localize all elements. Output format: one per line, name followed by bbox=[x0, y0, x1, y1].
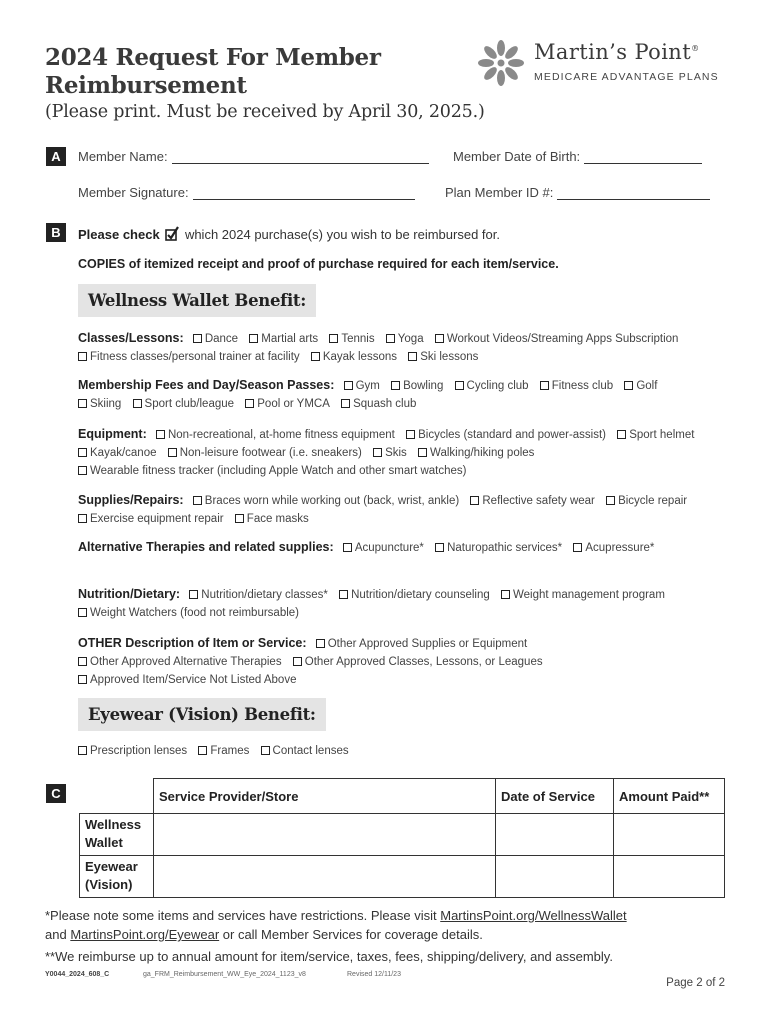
title-line-1: 2024 Request For Member bbox=[45, 44, 381, 71]
checkbox-box[interactable] bbox=[540, 381, 549, 390]
option-label: Kayak lessons bbox=[322, 351, 397, 363]
row-label-line: Wellness bbox=[85, 817, 142, 832]
checkbox-other-therapies[interactable] bbox=[78, 653, 282, 671]
checkbox-footwear[interactable] bbox=[168, 444, 362, 462]
option-label: Golf bbox=[636, 380, 658, 392]
checkbox-box[interactable] bbox=[573, 543, 582, 552]
option-label: Approved Item/Service Not Listed Above bbox=[90, 674, 297, 686]
form-code: Y0044_2024_608_C bbox=[45, 971, 110, 978]
restrictions-note bbox=[45, 906, 735, 944]
option-label: Kayak/canoe bbox=[90, 447, 157, 459]
option-label: Other Approved Alternative Therapies bbox=[90, 656, 282, 668]
checkbox-nutrition-classes[interactable] bbox=[189, 586, 328, 604]
revised-date: Revised 12/11/23 bbox=[347, 971, 401, 978]
checkbox-box[interactable] bbox=[78, 675, 87, 684]
row-label-eyewear bbox=[80, 856, 154, 898]
checkbox-box[interactable] bbox=[316, 639, 325, 648]
checkbox-acupressure[interactable] bbox=[573, 539, 654, 557]
checkbox-cycling-club[interactable] bbox=[455, 377, 529, 395]
option-label: Squash club bbox=[353, 398, 417, 410]
checkbox-naturopathic[interactable] bbox=[435, 539, 562, 557]
category-alternative-therapies bbox=[78, 538, 718, 557]
option-label: Other Approved Classes, Lessons, or Leagues bbox=[304, 656, 543, 668]
member-dob-field[interactable] bbox=[453, 149, 702, 164]
page-subtitle: (Please print. Must be received by April 30, 2025.) bbox=[45, 102, 485, 122]
option-label: Acupuncture* bbox=[354, 542, 424, 554]
checkbox-sport-club[interactable] bbox=[133, 395, 235, 413]
table-row bbox=[80, 856, 725, 898]
martins-point-logo bbox=[478, 38, 728, 88]
checkbox-sport-helmet[interactable] bbox=[617, 426, 694, 444]
table-corner bbox=[80, 779, 154, 814]
eyewear-provider-cell[interactable] bbox=[154, 856, 496, 898]
checkbox-reflective-wear[interactable] bbox=[470, 492, 595, 510]
category-title: Classes/Lessons: bbox=[78, 331, 184, 345]
checkbox-box[interactable] bbox=[78, 746, 87, 755]
checkbox-box[interactable] bbox=[455, 381, 464, 390]
option-label: Bicycles (standard and power-assist) bbox=[418, 429, 607, 441]
option-label: Tennis bbox=[341, 333, 375, 345]
checkbox-box[interactable] bbox=[386, 334, 395, 343]
checkbox-box[interactable] bbox=[198, 746, 207, 755]
checkbox-box[interactable] bbox=[624, 381, 633, 390]
checkbox-nutrition-counseling[interactable] bbox=[339, 586, 490, 604]
checkbox-box[interactable] bbox=[343, 543, 352, 552]
option-label: Sport club/league bbox=[144, 398, 235, 410]
checkbox-not-listed[interactable] bbox=[78, 671, 296, 689]
checkbox-box[interactable] bbox=[245, 399, 254, 408]
option-label: Braces worn while working out (back, wrist, ankle) bbox=[204, 495, 460, 507]
col-amount-paid: Amount Paid** bbox=[614, 779, 725, 814]
checkbox-skiing[interactable] bbox=[78, 395, 121, 413]
logo-tagline: MEDICARE ADVANTAGE PLANS bbox=[534, 71, 719, 83]
option-label: Wearable fitness tracker (including Apple Watch and other smart watches) bbox=[90, 465, 467, 477]
checkbox-box[interactable] bbox=[78, 466, 87, 475]
checkbox-other-supplies[interactable] bbox=[316, 635, 527, 653]
check-instruction-rest: which 2024 purchase(s) you wish to be reimbursed for. bbox=[184, 227, 500, 242]
option-label: Skiing bbox=[90, 398, 122, 410]
plan-member-id-label: Plan Member ID #: bbox=[445, 185, 554, 200]
checkbox-box[interactable] bbox=[193, 334, 202, 343]
checkbox-box[interactable] bbox=[501, 590, 510, 599]
checkbox-box[interactable] bbox=[261, 746, 270, 755]
member-name-line[interactable] bbox=[172, 151, 429, 164]
copies-note: COPIES of itemized receipt and proof of purchase required for each item/service. bbox=[78, 257, 559, 271]
checkbox-box[interactable] bbox=[249, 334, 258, 343]
category-eyewear bbox=[78, 742, 718, 760]
category-membership-fees bbox=[78, 376, 718, 413]
member-name-field[interactable] bbox=[78, 149, 429, 164]
row-label-line: Wallet bbox=[85, 835, 123, 850]
wellness-wallet-link[interactable]: MartinsPoint.org/WellnessWallet bbox=[440, 908, 627, 923]
option-label: Reflective safety wear bbox=[482, 495, 595, 507]
checkbox-box[interactable] bbox=[418, 448, 427, 457]
checkbox-pool-ymca[interactable] bbox=[245, 395, 330, 413]
reimbursement-note: **We reimburse up to annual amount for item/service, taxes, fees, shipping/delivery, and assembly. bbox=[45, 949, 613, 964]
title-line-2: Reimbursement bbox=[45, 72, 247, 99]
checkbox-box[interactable] bbox=[293, 657, 302, 666]
option-label: Dance bbox=[204, 333, 239, 345]
wellness-amount-cell[interactable] bbox=[614, 814, 725, 856]
checkbox-equipment-repair[interactable] bbox=[78, 510, 224, 528]
checkbox-box[interactable] bbox=[78, 657, 87, 666]
checkbox-weight-management[interactable] bbox=[501, 586, 665, 604]
checkbox-box[interactable] bbox=[391, 381, 400, 390]
checkbox-skis[interactable] bbox=[373, 444, 407, 462]
checkbox-box[interactable] bbox=[408, 352, 417, 361]
checkbox-frames[interactable] bbox=[198, 742, 249, 760]
category-supplies-repairs bbox=[78, 491, 718, 528]
checkbox-box[interactable] bbox=[156, 430, 165, 439]
option-label: Exercise equipment repair bbox=[90, 513, 224, 525]
wellness-wallet-heading: Wellness Wallet Benefit: bbox=[78, 284, 316, 317]
table-header-row bbox=[80, 779, 725, 814]
checkbox-box[interactable] bbox=[435, 543, 444, 552]
option-label: Nutrition/dietary classes* bbox=[201, 589, 328, 601]
checkbox-fitness-club[interactable] bbox=[540, 377, 613, 395]
member-name-label: Member Name: bbox=[78, 149, 168, 164]
checkbox-bowling[interactable] bbox=[391, 377, 443, 395]
checkbox-ski-lessons[interactable] bbox=[408, 348, 478, 366]
page-title bbox=[45, 44, 445, 100]
checkbox-gym[interactable] bbox=[344, 377, 380, 395]
checkbox-walking-poles[interactable] bbox=[418, 444, 534, 462]
category-title: Membership Fees and Day/Season Passes: bbox=[78, 378, 335, 392]
checkbox-box[interactable] bbox=[373, 448, 382, 457]
option-label: Contact lenses bbox=[272, 745, 349, 757]
option-label: Non-recreational, at-home fitness equipment bbox=[167, 429, 395, 441]
checkbox-golf[interactable] bbox=[624, 377, 657, 395]
option-label: Acupressure* bbox=[585, 542, 655, 554]
logo-name bbox=[534, 40, 699, 64]
claims-table bbox=[79, 778, 725, 898]
category-equipment bbox=[78, 425, 718, 480]
logo-mark-icon bbox=[478, 40, 524, 86]
eyewear-heading: Eyewear (Vision) Benefit: bbox=[78, 698, 326, 731]
option-label: Other Approved Supplies or Equipment bbox=[327, 638, 528, 650]
checkbox-tennis[interactable] bbox=[329, 330, 374, 348]
check-instruction-bold: Please check bbox=[78, 227, 160, 242]
row-label-line: Eyewear bbox=[85, 859, 138, 874]
checkbox-squash-club[interactable] bbox=[341, 395, 416, 413]
checkbox-box[interactable] bbox=[78, 514, 87, 523]
option-label: Fitness club bbox=[551, 380, 614, 392]
category-nutrition bbox=[78, 585, 718, 622]
option-label: Nutrition/dietary counseling bbox=[351, 589, 490, 601]
checkbox-kayak-canoe[interactable] bbox=[78, 444, 157, 462]
checkbox-box[interactable] bbox=[78, 608, 87, 617]
category-classes-lessons bbox=[78, 329, 718, 366]
option-label: Workout Videos/Streaming Apps Subscription bbox=[446, 333, 679, 345]
checkbox-box[interactable] bbox=[470, 496, 479, 505]
checkbox-braces[interactable] bbox=[193, 492, 459, 510]
note1-pre: *Please note some items and services have restrictions. Please visit bbox=[45, 908, 441, 923]
checkbox-workout-videos[interactable] bbox=[435, 333, 679, 345]
page-number: Page 2 of 2 bbox=[666, 977, 725, 989]
checkbox-weight-watchers[interactable] bbox=[78, 604, 299, 622]
checkbox-fitness-tracker[interactable] bbox=[78, 462, 466, 480]
checkbox-bicycle-repair[interactable] bbox=[606, 492, 687, 510]
option-label: Fitness classes/personal trainer at facility bbox=[90, 351, 300, 363]
checkbox-prescription-lenses[interactable] bbox=[78, 742, 187, 760]
eyewear-date-cell[interactable] bbox=[496, 856, 614, 898]
category-title: Nutrition/Dietary: bbox=[78, 587, 181, 601]
checkbox-box[interactable] bbox=[235, 514, 244, 523]
wellness-provider-cell[interactable] bbox=[154, 814, 496, 856]
file-name: ga_FRM_Reimbursement_WW_Eye_2024_1123_v8 bbox=[143, 971, 306, 978]
checkbox-box[interactable] bbox=[168, 448, 177, 457]
category-title: Supplies/Repairs: bbox=[78, 493, 184, 507]
option-label: Sport helmet bbox=[629, 429, 695, 441]
checkbox-box[interactable] bbox=[329, 334, 338, 343]
checkbox-box[interactable] bbox=[406, 430, 415, 439]
checkbox-box[interactable] bbox=[617, 430, 626, 439]
checkbox-box[interactable] bbox=[344, 381, 353, 390]
wellness-date-cell[interactable] bbox=[496, 814, 614, 856]
checkbox-box[interactable] bbox=[339, 590, 348, 599]
option-label: Naturopathic services* bbox=[447, 542, 563, 554]
member-signature-line[interactable] bbox=[193, 187, 415, 200]
option-label: Pool or YMCA bbox=[257, 398, 330, 410]
checkbox-face-masks[interactable] bbox=[235, 510, 309, 528]
checkbox-box[interactable] bbox=[133, 399, 142, 408]
checkbox-contact-lenses[interactable] bbox=[261, 742, 349, 760]
logo-reg-mark: ® bbox=[691, 44, 700, 53]
checkbox-dance[interactable] bbox=[193, 330, 238, 348]
eyewear-amount-cell[interactable] bbox=[614, 856, 725, 898]
option-label: Bowling bbox=[403, 380, 444, 392]
eyewear-link[interactable]: MartinsPoint.org/Eyewear bbox=[70, 927, 220, 942]
note1-and: and bbox=[45, 927, 71, 942]
checkbox-box[interactable] bbox=[78, 399, 87, 408]
option-label: Gym bbox=[355, 380, 380, 392]
note1-post: or call Member Services for coverage details. bbox=[219, 927, 483, 942]
logo-name-text: Martin’s Point bbox=[534, 40, 692, 64]
checkbox-acupuncture[interactable] bbox=[343, 539, 424, 557]
option-label: Face masks bbox=[246, 513, 309, 525]
table-row bbox=[80, 814, 725, 856]
member-dob-line[interactable] bbox=[584, 151, 702, 164]
col-date-of-service: Date of Service bbox=[496, 779, 614, 814]
checkbox-kayak-lessons[interactable] bbox=[311, 348, 397, 366]
option-label: Walking/hiking poles bbox=[430, 447, 535, 459]
category-title: Equipment: bbox=[78, 427, 147, 441]
section-c-badge: C bbox=[46, 784, 66, 803]
checkbox-box[interactable] bbox=[606, 496, 615, 505]
checkbox-fitness-classes[interactable] bbox=[78, 348, 300, 366]
checkmark-icon bbox=[165, 226, 179, 242]
option-label: Ski lessons bbox=[420, 351, 479, 363]
checkbox-box[interactable] bbox=[341, 399, 350, 408]
section-a-badge: A bbox=[46, 147, 66, 166]
checkbox-home-fitness-equipment[interactable] bbox=[156, 426, 395, 444]
option-label: Yoga bbox=[397, 333, 424, 345]
check-instruction bbox=[78, 226, 500, 242]
plan-member-id-line[interactable] bbox=[557, 187, 710, 200]
plan-member-id-field[interactable] bbox=[445, 185, 710, 200]
category-title: Alternative Therapies and related supplies: bbox=[78, 540, 334, 554]
checkbox-box[interactable] bbox=[435, 334, 444, 343]
member-signature-field[interactable] bbox=[78, 185, 415, 200]
checkbox-martial-arts[interactable] bbox=[249, 330, 318, 348]
option-label: Weight Watchers (food not reimbursable) bbox=[90, 607, 300, 619]
row-label-line: (Vision) bbox=[85, 877, 133, 892]
option-label: Skis bbox=[385, 447, 407, 459]
section-b-badge: B bbox=[46, 223, 66, 242]
col-provider-store: Service Provider/Store bbox=[154, 779, 496, 814]
checkbox-box[interactable] bbox=[189, 590, 198, 599]
checkbox-box[interactable] bbox=[78, 448, 87, 457]
checkbox-yoga[interactable] bbox=[386, 330, 424, 348]
option-label: Non-leisure footwear (i.e. sneakers) bbox=[179, 447, 362, 459]
checkbox-box[interactable] bbox=[193, 496, 202, 505]
option-label: Prescription lenses bbox=[90, 745, 188, 757]
option-label: Bicycle repair bbox=[618, 495, 688, 507]
member-signature-label: Member Signature: bbox=[78, 185, 189, 200]
category-other bbox=[78, 634, 718, 689]
checkbox-other-classes[interactable] bbox=[293, 653, 543, 671]
option-label: Weight management program bbox=[512, 589, 665, 601]
row-label-wellness bbox=[80, 814, 154, 856]
checkbox-box[interactable] bbox=[311, 352, 320, 361]
checkbox-box[interactable] bbox=[78, 352, 87, 361]
option-label: Martial arts bbox=[261, 333, 319, 345]
category-title: OTHER Description of Item or Service: bbox=[78, 636, 307, 650]
option-label: Frames bbox=[210, 745, 250, 757]
checkbox-bicycles[interactable] bbox=[406, 426, 606, 444]
option-label: Cycling club bbox=[466, 380, 529, 392]
member-dob-label: Member Date of Birth: bbox=[453, 149, 581, 164]
